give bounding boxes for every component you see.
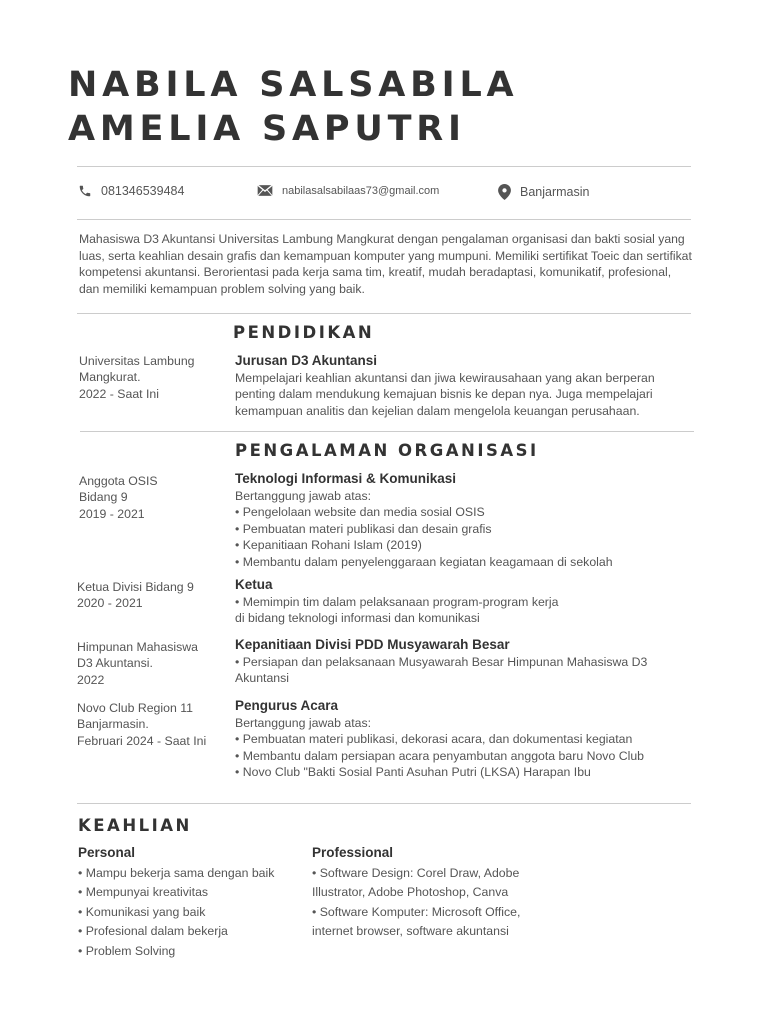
list-item: • Software Design: Corel Draw, Adobe [312, 866, 520, 880]
name-line-2: AMELIA SAPUTRI [68, 109, 466, 149]
org-entry-title: Ketua [235, 577, 273, 592]
list-item: • Software Komputer: Microsoft Office, [312, 904, 521, 919]
envelope-icon [257, 184, 273, 197]
contact-city [498, 184, 589, 200]
list-item: • Komunikasi yang baik [78, 904, 206, 919]
org-entry-1-left: Anggota OSIS Bidang 9 2019 - 2021 [79, 474, 158, 521]
education-heading: PENDIDIKAN [233, 323, 375, 342]
contact-email [257, 184, 439, 197]
skills-personal-list [78, 864, 274, 961]
contact-phone [78, 184, 184, 198]
list-item: Illustrator, Adobe Photoshop, Canva [312, 885, 509, 900]
org-entry-title: Kepanitiaan Divisi PDD Musyawarah Besar [235, 637, 510, 652]
list-item: • Mampu bekerja sama dengan baik [78, 866, 275, 880]
org-entry-4-left: Novo Club Region 11 Banjarmasin. Februari 2024 - Saat Ini [77, 701, 207, 748]
name-line-1: NABILA SALSABILA [68, 65, 519, 105]
divider [77, 313, 691, 314]
skills-personal-title: Personal [78, 845, 136, 860]
divider [77, 219, 691, 220]
divider [77, 803, 691, 804]
phone-number: 081346539484 [101, 184, 185, 198]
org-entry-1: Teknologi Informasi & Komunikasi Bertanggung jawab atas: • Pengelolaan website dan media sosial OSIS • Pembuatan materi publikasi dan desain grafis • Kepanitiaan Rohani Islam (2019) • Membantu dalam penyelenggaraan kegiatan keagamaan di sekolah [235, 470, 705, 570]
list-item: • Profesional dalam bekerja [78, 924, 228, 939]
org-entry-3: Kepanitiaan Divisi PDD Musyawarah Besar • Persiapan dan pelaksanaan Musyawarah Besar Himpunan Mahasiswa D3 Akuntansi [235, 636, 705, 687]
divider [80, 431, 694, 432]
organization-heading: PENGALAMAN ORGANISASI [235, 441, 539, 460]
list-item: internet browser, software akuntansi [312, 924, 509, 939]
phone-icon [78, 184, 92, 198]
city-name: Banjarmasin [520, 185, 590, 199]
list-item: • Problem Solving [78, 943, 176, 958]
education-description: Mempelajari keahlian akuntansi dan jiwa kewirausahaan yang akan berperan penting dalam mendukung kemajuan bisnis ke depan nya. Juga mempelajari kemampuan analitis dan kejelian dalam mengelola keuangan perusahaan. [235, 371, 655, 418]
skills-professional-list [312, 864, 520, 942]
divider [77, 166, 691, 167]
location-pin-icon [498, 184, 511, 200]
skills-professional-title: Professional [312, 845, 394, 860]
org-entry-title: Pengurus Acara [235, 698, 339, 713]
org-entry-4: Pengurus Acara Bertanggung jawab atas: • Pembuatan materi publikasi, dekorasi acara, dan dokumentasi kegiatan • Membantu dalam persiapan acara penyambutan anggota baru Novo Club • Novo Club "Bakti Sosial Panti Asuhan Putri (LKSA) Harapan Ibu [235, 697, 705, 781]
list-item: • Mempunyai kreativitas [78, 885, 209, 900]
org-entry-3-left: Himpunan Mahasiswa D3 Akuntansi. 2022 [77, 640, 198, 687]
skills-heading: KEAHLIAN [78, 816, 192, 835]
education-entry [235, 352, 680, 419]
org-entry-title: Teknologi Informasi & Komunikasi [235, 471, 457, 486]
education-institution: Universitas Lambung Mangkurat. 2022 - Saat Ini [79, 354, 195, 401]
profile-summary: Mahasiswa D3 Akuntansi Universitas Lambung Mangkurat dengan pengalaman organisasi dan bakti sosial yang luas, serta keahlian desain grafis dan kemampuan komputer yang mumpuni. Memiliki sertifikat Toeic dan sertifikat kompetensi akuntansi. Berorientasi pada kerja sama tim, kreatif, mudah beradaptasi, komunikatif, profesional, dan memiliki kemampuan problem solving yang baik. [79, 232, 692, 296]
org-entry-2-left: Ketua Divisi Bidang 9 2020 - 2021 [77, 580, 194, 611]
education-title: Jurusan D3 Akuntansi [235, 353, 378, 368]
org-entry-2: Ketua • Memimpin tim dalam pelaksanaan program-program kerja di bidang teknologi informasi dan komunikasi [235, 576, 705, 627]
email-address: nabilasalsabilaas73@gmail.com [282, 184, 440, 197]
